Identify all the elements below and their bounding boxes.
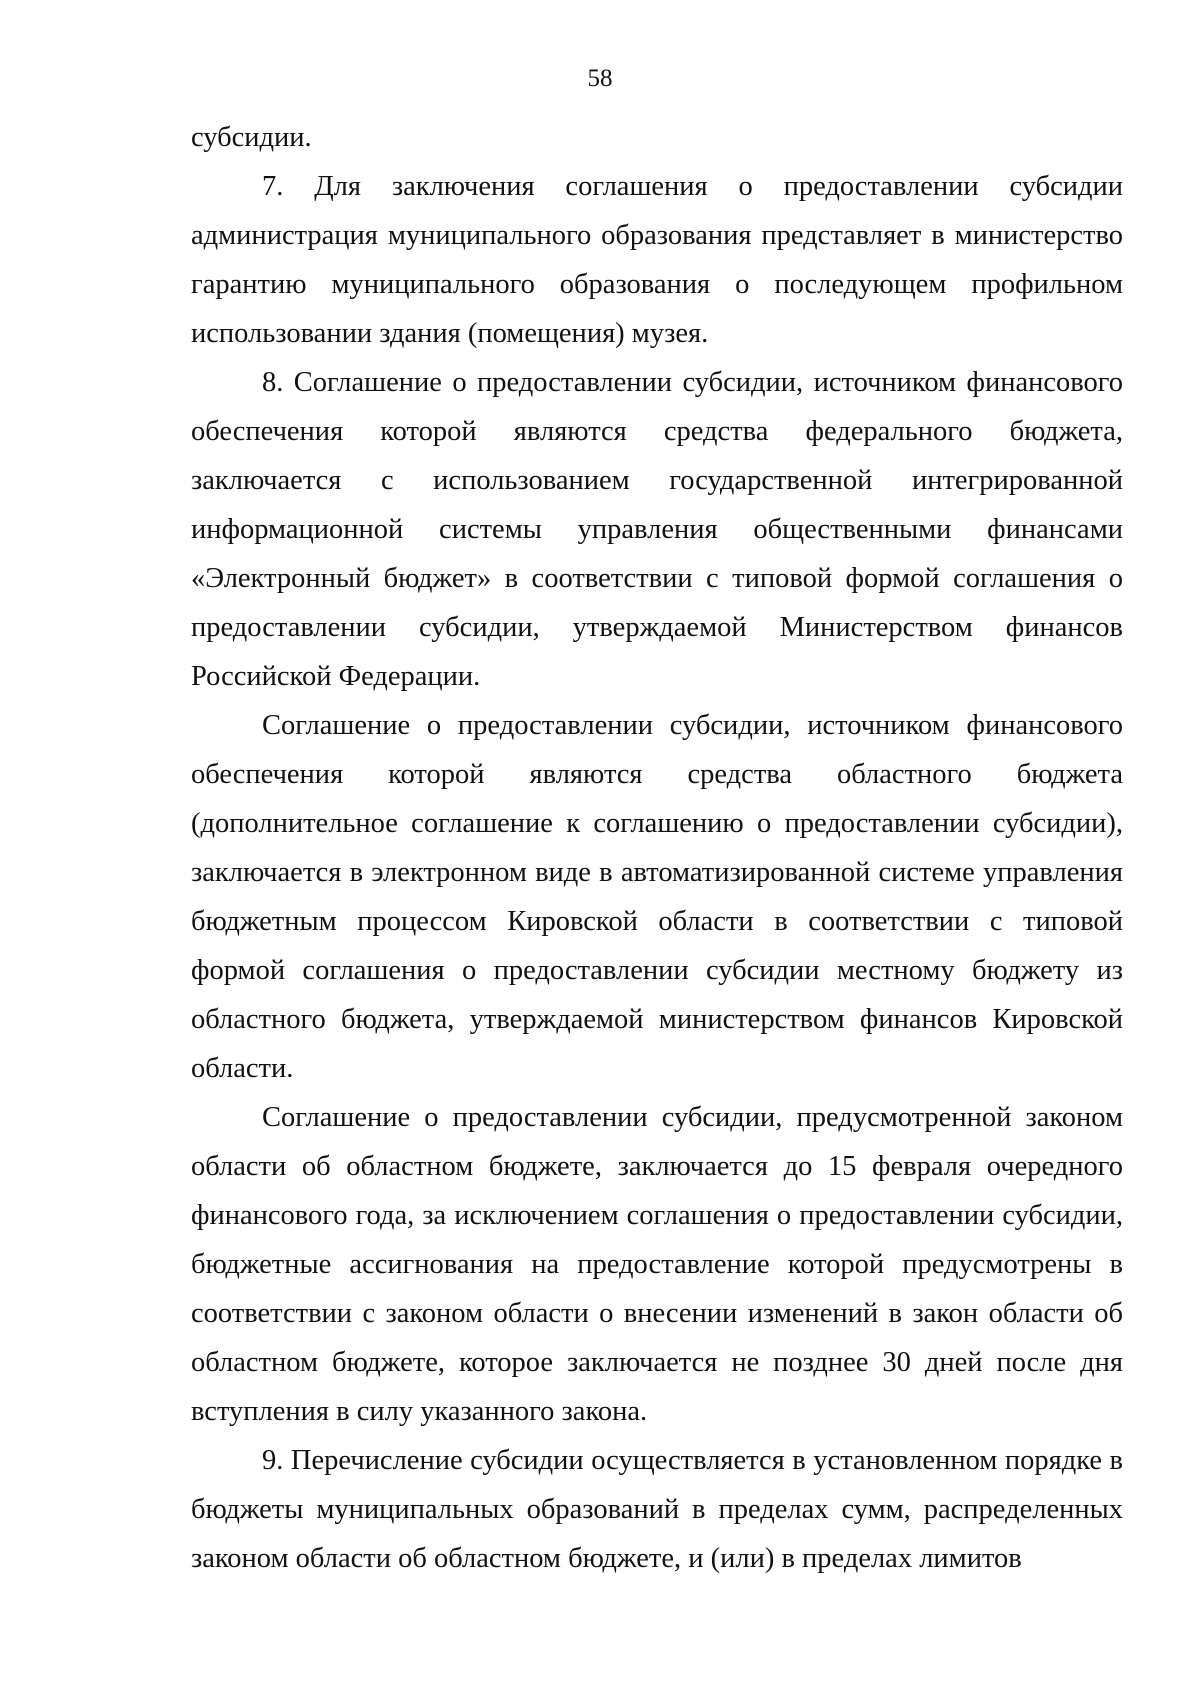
paragraph-agreement-deadline: Соглашение о предоставлении субсидии, предусмотренной законом области об областном бюджете, заключается до 15 февраля очередного финансового года, за исключением соглашения о предоставлении субсидии, бюджетные ассигнования на предоставление которой предусмотрены в соответствии с законом области о внесении изменений в закон области об областном бюджете, которое заключается не позднее 30 дней после дня вступления в силу указанного закона. (191, 1102, 1123, 1427)
paragraph-item-9: 9. Перечисление субсидии осуществляется в установленном порядке в бюджеты муниципальных образований в пределах сумм, распределенных законом области об областном бюджете, и (или) в пределах лимитов (191, 1445, 1123, 1574)
paragraph-continuation: субсидии. (191, 122, 312, 153)
paragraph-item-8: 8. Соглашение о предоставлении субсидии, источником финансового обеспечения которой являются средства федерального бюджета, заключается с использованием государственной интегрированной информационной системы управления общественными финансами «Электронный бюджет» в соответствии с типовой формой соглашения о предоставлении субсидии, утверждаемой Министерством финансов Российской Федерации. (191, 367, 1123, 692)
document-body (191, 113, 1123, 1583)
page-number: 58 (587, 65, 613, 92)
paragraph-item-7: 7. Для заключения соглашения о предоставлении субсидии администрация муниципального образования представляет в министерство гарантию муниципального образования о последующем профильном использовании здания (помещения) музея. (191, 171, 1123, 349)
paragraph-regional-agreement: Соглашение о предоставлении субсидии, источником финансового обеспечения которой являются средства областного бюджета (дополнительное соглашение к соглашению о предоставлении субсидии), заключается в электронном виде в автоматизированной системе управления бюджетным процессом Кировской области в соответствии с типовой формой соглашения о предоставлении субсидии местному бюджету из областного бюджета, утверждаемой министерством финансов Кировской области. (191, 710, 1123, 1084)
